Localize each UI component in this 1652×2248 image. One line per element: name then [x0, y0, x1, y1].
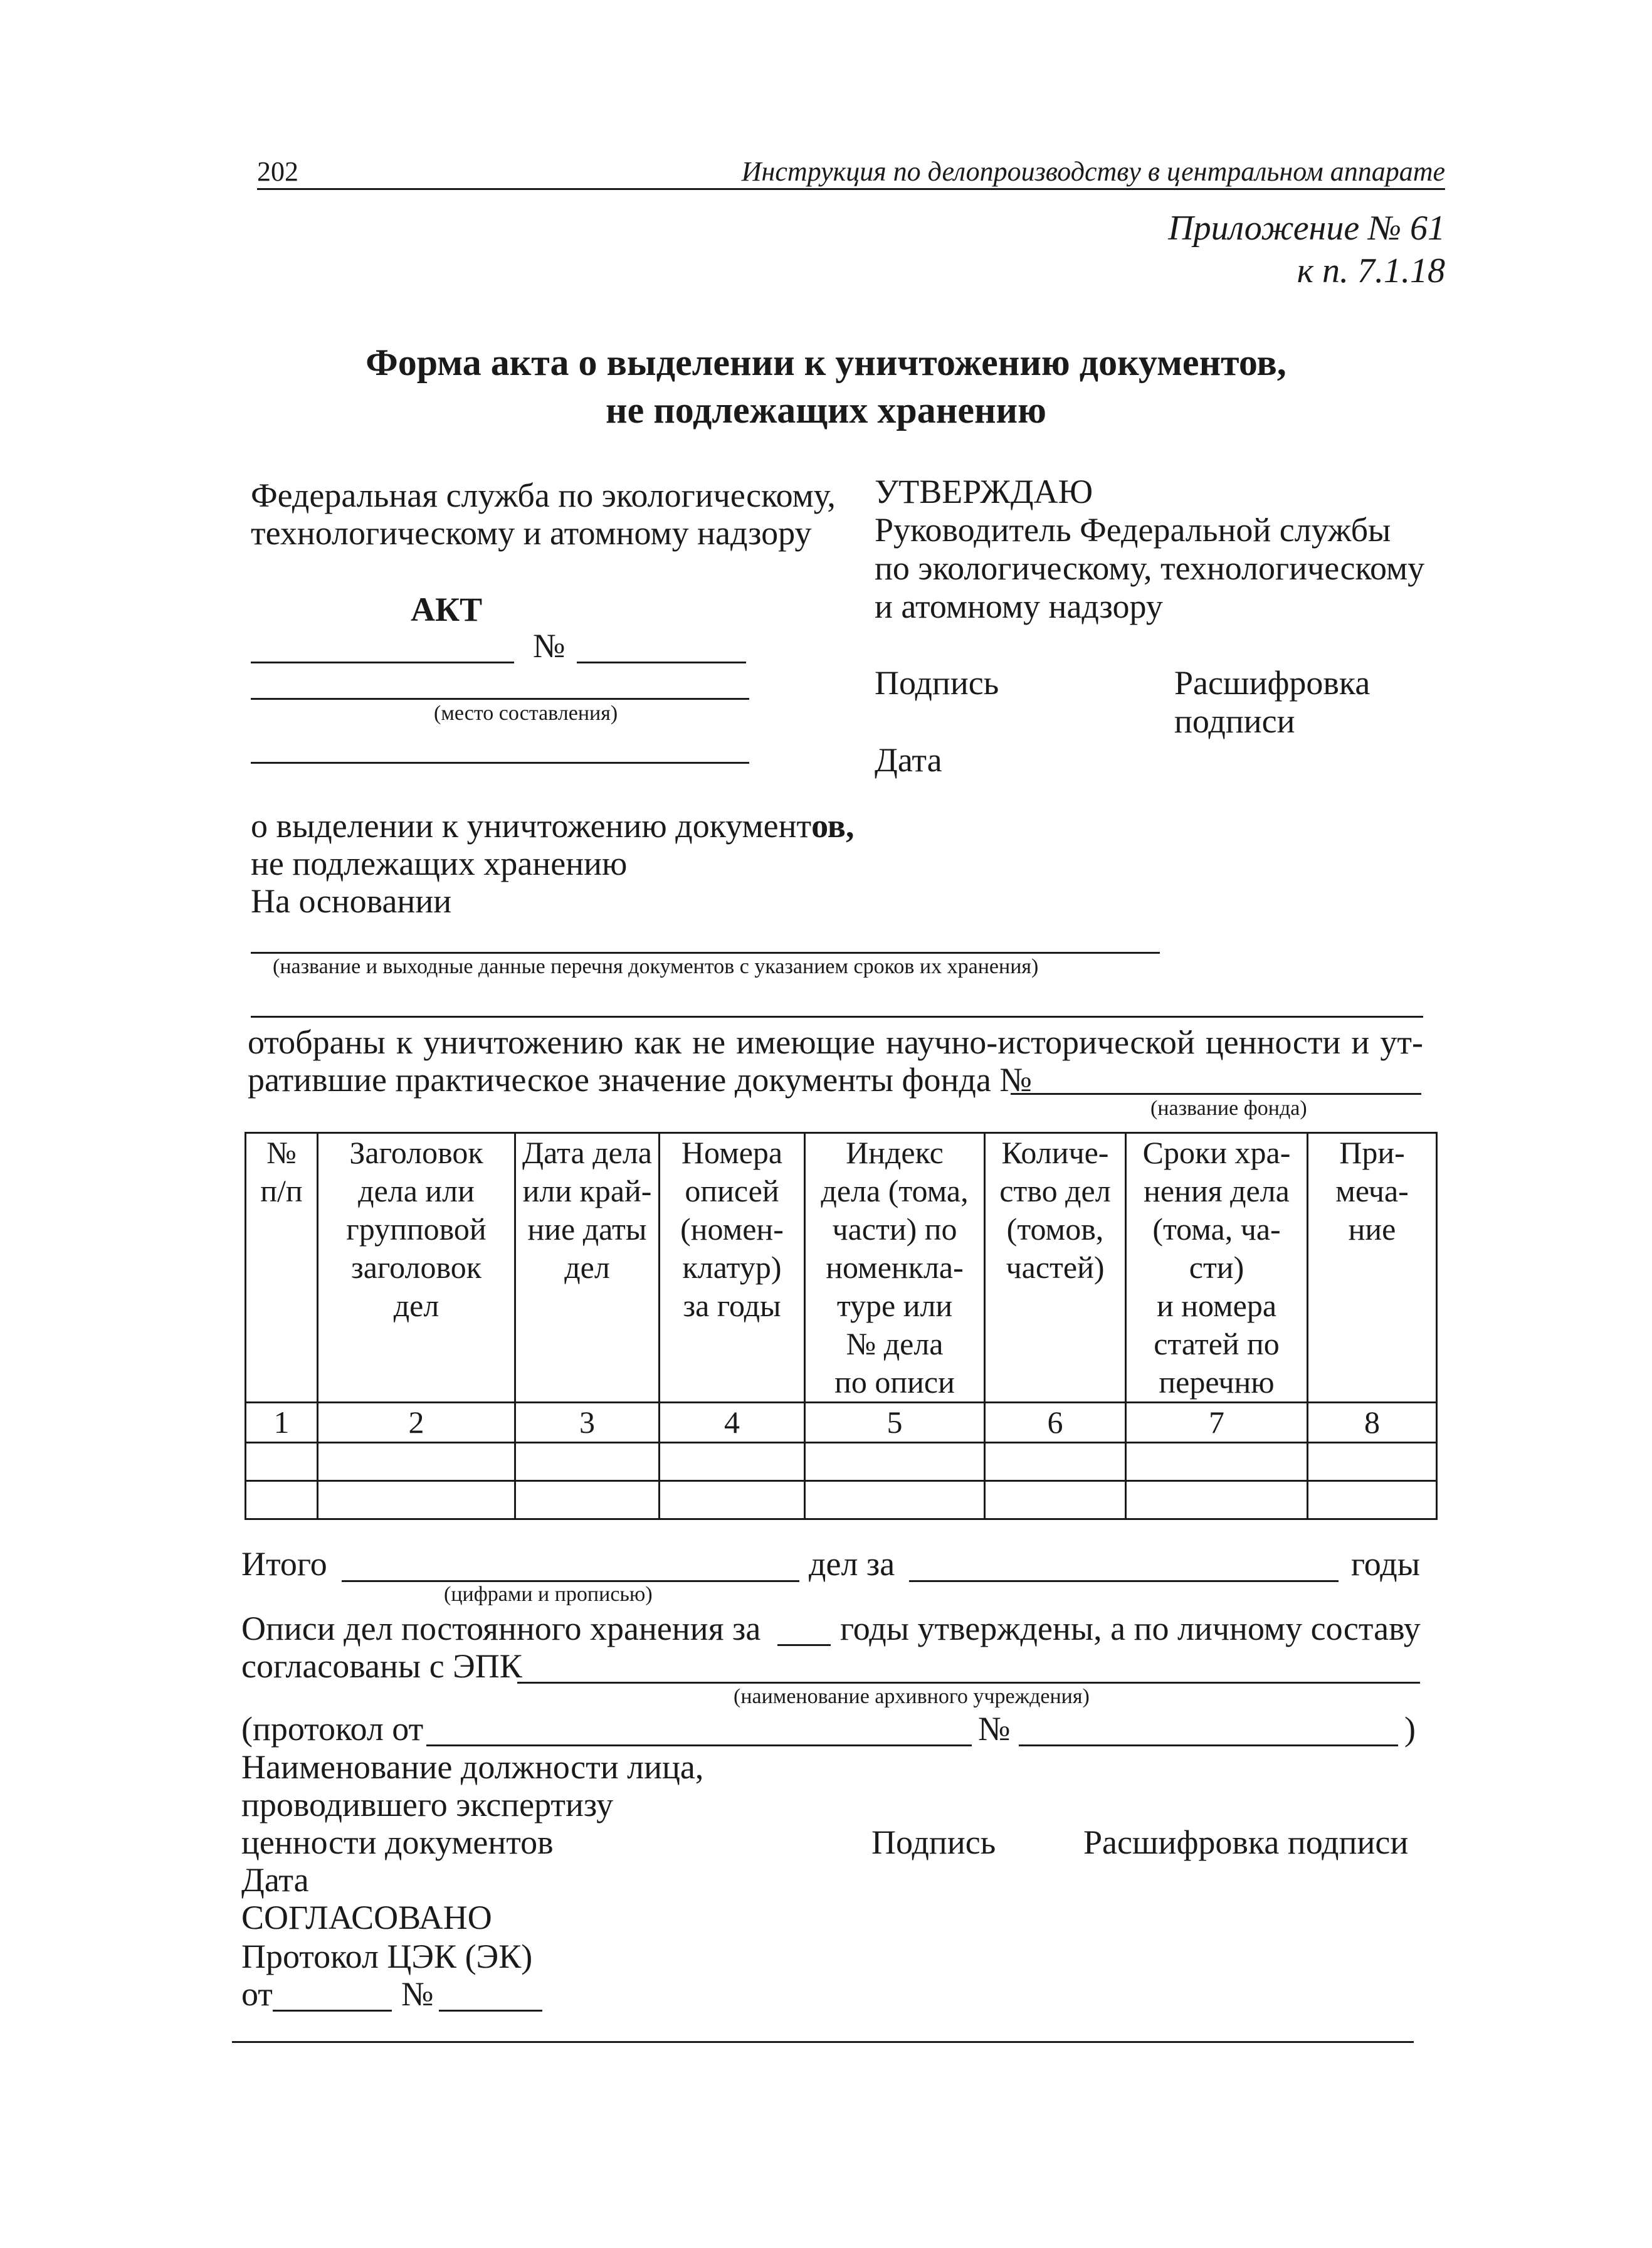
- place-caption: (место составления): [434, 702, 618, 725]
- table-row: [246, 1481, 1437, 1519]
- inventories-line-b: годы утверждены, а по личному составу: [840, 1610, 1421, 1647]
- approve-date-label: Дата: [875, 741, 942, 779]
- approve-label: УТВЕРЖДАЮ: [875, 473, 1093, 510]
- footer-signature-label: Подпись: [871, 1823, 996, 1861]
- cases-for-label: дел за: [809, 1545, 895, 1583]
- basis-caption: (название и выходные данные перечня документов с указанием сроков их хранения): [273, 955, 1039, 978]
- agreed-epk-label: согласованы с ЭПК: [241, 1647, 522, 1685]
- table-number-row: [246, 1403, 1437, 1443]
- archive-blank: [517, 1682, 1420, 1684]
- approve-line-1: Руководитель Федеральной службы: [875, 511, 1391, 549]
- col-header-inventories: Номера описей (номен- клатур) за годы: [660, 1133, 805, 1403]
- protocol-from-label: (протокол от: [241, 1710, 424, 1748]
- position-line-3: ценности документов: [241, 1823, 554, 1861]
- protocol-cek-label: Протокол ЦЭК (ЭК): [241, 1938, 533, 1975]
- basis-blank-2: [251, 1016, 1423, 1018]
- extra-blank: [251, 762, 749, 764]
- fund-caption: (название фонда): [1150, 1097, 1307, 1120]
- documents-table: [245, 1132, 1438, 1520]
- protocol-date-blank: [426, 1744, 972, 1746]
- col-header-index: Индекс дела (тома, части) по номенкла- туре или № дела по описи: [805, 1133, 985, 1403]
- years-blank: [909, 1580, 1339, 1582]
- appendix-reference: [1168, 207, 1445, 292]
- basis-blank: [251, 952, 1160, 954]
- col-header-storage-terms: Сроки хра- нения дела (тома, ча- сти) и номера статей по перечню: [1126, 1133, 1308, 1403]
- selected-line-1: отобраны к уничтожению как не имеющие научно-исторической ценности и ут-: [248, 1023, 1423, 1061]
- approve-line-3: и атомному надзору: [875, 588, 1163, 625]
- approve-line-2: по экологическому, технологическому: [875, 549, 1425, 587]
- footer-date-label: Дата: [241, 1861, 309, 1899]
- appendix-line-2: к п. 7.1.18: [1297, 251, 1445, 290]
- col-number-cell: 3: [515, 1403, 660, 1443]
- col-header-title: Заголовок дела или групповой заголовок дел: [318, 1133, 515, 1403]
- header-rule: [257, 188, 1445, 190]
- act-label: АКТ: [411, 591, 483, 628]
- digits-caption: (цифрами и прописью): [444, 1583, 653, 1606]
- cek-number-sign: №: [401, 1975, 434, 2013]
- protocol-number-sign: №: [978, 1710, 1011, 1748]
- col-header-number: № п/п: [246, 1133, 318, 1403]
- table-header-row: [246, 1133, 1437, 1403]
- protocol-close-paren: ): [1404, 1710, 1416, 1748]
- about-line-1: [251, 806, 854, 846]
- col-number-cell: 6: [985, 1403, 1126, 1443]
- org-name-line-2: технологическому и атомному надзору: [251, 514, 812, 552]
- col-number-cell: 1: [246, 1403, 318, 1443]
- archive-caption: (наименование архивного учреждения): [734, 1685, 1090, 1708]
- protocol-number-blank: [1019, 1744, 1398, 1746]
- col-number-cell: 4: [660, 1403, 805, 1443]
- position-line-2: проводившего экспертизу: [241, 1786, 614, 1823]
- total-label: Итого: [241, 1545, 327, 1583]
- col-number-cell: 7: [1126, 1403, 1308, 1443]
- form-title-line-1: Форма акта о выделении к уничтожению документов,: [366, 342, 1286, 383]
- org-name-line-1: Федеральная служба по экологическому,: [251, 477, 836, 514]
- col-number-cell: 5: [805, 1403, 985, 1443]
- footer-decode-label: Расшифровка подписи: [1083, 1823, 1409, 1861]
- place-blank: [251, 698, 749, 700]
- bottom-rule: [232, 2041, 1414, 2043]
- years-label: годы: [1351, 1545, 1421, 1583]
- page-number: 202: [257, 156, 298, 187]
- table-row: [246, 1443, 1437, 1481]
- fund-number-blank: [1011, 1093, 1421, 1095]
- act-date-blank: [251, 662, 514, 663]
- approve-signature-label: Подпись: [875, 664, 999, 702]
- approve-decode-line-2: подписи: [1174, 702, 1295, 740]
- running-title: Инструкция по делопроизводству в центральном аппарате: [741, 156, 1445, 187]
- col-header-quantity: Количе- ство дел (томов, частей): [985, 1133, 1126, 1403]
- position-line-1: Наименование должности лица,: [241, 1748, 704, 1786]
- col-number-cell: 2: [318, 1403, 515, 1443]
- col-number-cell: 8: [1308, 1403, 1437, 1443]
- basis-label: На основании: [251, 882, 452, 920]
- col-header-notes: При- меча- ние: [1308, 1133, 1437, 1403]
- about-line-2: не подлежащих хранению: [251, 845, 628, 882]
- appendix-line-1: Приложение № 61: [1168, 209, 1445, 248]
- form-title-line-2: не подлежащих хранению: [606, 389, 1046, 431]
- act-number-sign: №: [533, 627, 566, 665]
- act-number-blank: [577, 662, 746, 663]
- col-header-dates: Дата дела или край- ние даты дел: [515, 1133, 660, 1403]
- approve-decode-line-1: Расшифровка: [1174, 664, 1371, 702]
- inventories-line-a: Описи дел постоянного хранения за: [241, 1610, 761, 1647]
- inventories-years-blank: [777, 1644, 831, 1646]
- form-title: [0, 339, 1652, 434]
- about-line-1-bold-end: ов,: [811, 807, 855, 845]
- cek-from-label: от: [241, 1975, 273, 2013]
- cek-number-blank: [439, 2010, 542, 2012]
- cek-date-blank: [273, 2010, 392, 2012]
- about-line-1-main: о выделении к уничтожению документ: [251, 807, 812, 845]
- agreed-label: СОГЛАСОВАНО: [241, 1899, 492, 1936]
- selected-line-2: ратившие практическое значение документы фонда №: [248, 1061, 1032, 1099]
